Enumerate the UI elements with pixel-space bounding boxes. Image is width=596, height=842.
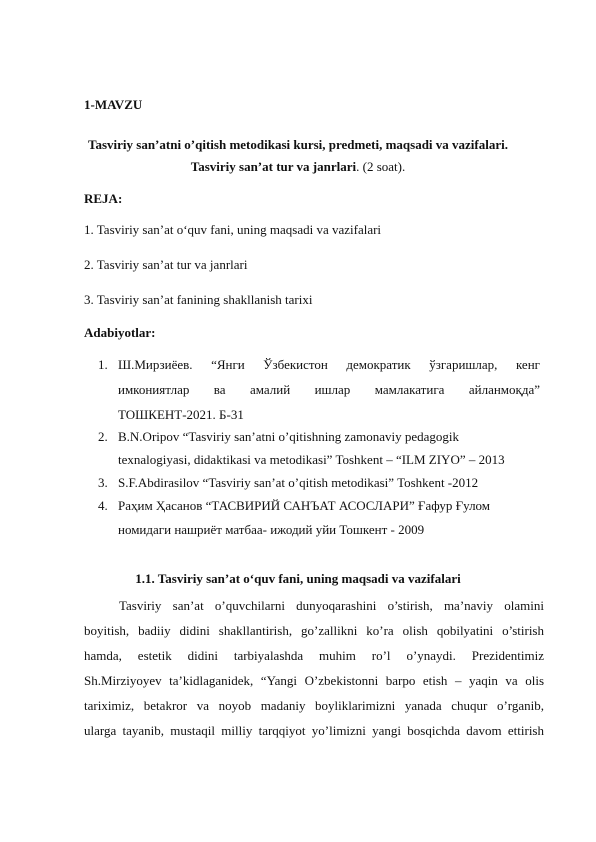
body-line: tariximiz, betakror va noyob madaniy boyliklarimizni yanada chuqur o’rganib, — [84, 698, 544, 713]
literature-line: S.F.Abdirasilov “Tasviriy san’at o’qitish metodikasi” Toshkent -2012 — [118, 475, 479, 490]
lesson-label: 1-MAVZU — [84, 97, 143, 112]
section-heading: 1.1. Tasviriy san’at o‘quv fani, uning maqsadi va vazifalari — [135, 571, 461, 586]
body-line: Sh.Mirziyoyev ta’kidlaganidek, “Yangi O’zbekistonni barpo etish – yaqin va olis — [84, 673, 544, 688]
body-line: boyitish, badiiy didini shakllantirish, go’zallikni ko’ra olish qobilyatini o’stirish — [84, 623, 544, 638]
literature-line: texnalogiyasi, didaktikasi va metodikasi” Toshkent – “ILM ZIYO” – 2013 — [118, 452, 505, 467]
literature-line: ТОШКЕНТ-2021. Б-31 — [118, 407, 244, 422]
title-bold-part: Tasviriy san’at tur va janrlari — [190, 159, 357, 174]
body-line: ularga tayanib, mustaqil milliy tarqqiyot yo’limizni yangi bosqichda davom ettirish — [84, 723, 544, 738]
literature-number: 3. — [98, 475, 108, 490]
plan-item: 3. Tasviriy san’at fanining shakllanish tarixi — [84, 292, 313, 307]
plan-heading: REJA: — [84, 191, 123, 206]
literature-line: B.N.Oripov “Tasviriy san’atni o’qitishning zamonaviy pedagogik — [118, 429, 459, 444]
literature-line: Раҳим Ҳасанов “ТАСВИРИЙ САНЪАТ АСОСЛАРИ” Ғафур Ғулом — [118, 498, 491, 513]
plan-item: 1. Tasviriy san’at o‘quv fani, uning maqsadi va vazifalari — [84, 222, 382, 237]
literature-line: имкониятлар ва амалий ишлар мамлакатига айланмоқда” — [118, 382, 540, 397]
body-line: Tasviriy san’at o’quvchilarni dunyoqarashini o’stirish, ma’naviy olamini — [119, 598, 544, 613]
literature-number: 1. — [98, 357, 108, 372]
literature-number: 4. — [98, 498, 108, 513]
plan-item: 2. Tasviriy san’at tur va janrlari — [84, 257, 248, 272]
literature-number: 2. — [98, 429, 108, 444]
literature-heading: Adabiyotlar: — [84, 325, 156, 340]
title-rest-part: . (2 soat). — [356, 159, 406, 174]
literature-line: Ш.Мирзиёев. “Янги Ўзбекистон демократик ўзгаришлар, кенг — [118, 357, 540, 372]
literature-line: номидаги нашриёт матбаа- ижодий уйи Тошкент - 2009 — [118, 522, 425, 537]
document-title-line1: Tasviriy san’atni o’qitish metodikasi kursi, predmeti, maqsadi va vazifalari. — [87, 137, 508, 152]
body-line: hamda, estetik didini tarbiyalashda muhim ro’l o’ynaydi. Prezidentimiz — [84, 648, 544, 663]
document-title-line2 — [0, 159, 596, 175]
